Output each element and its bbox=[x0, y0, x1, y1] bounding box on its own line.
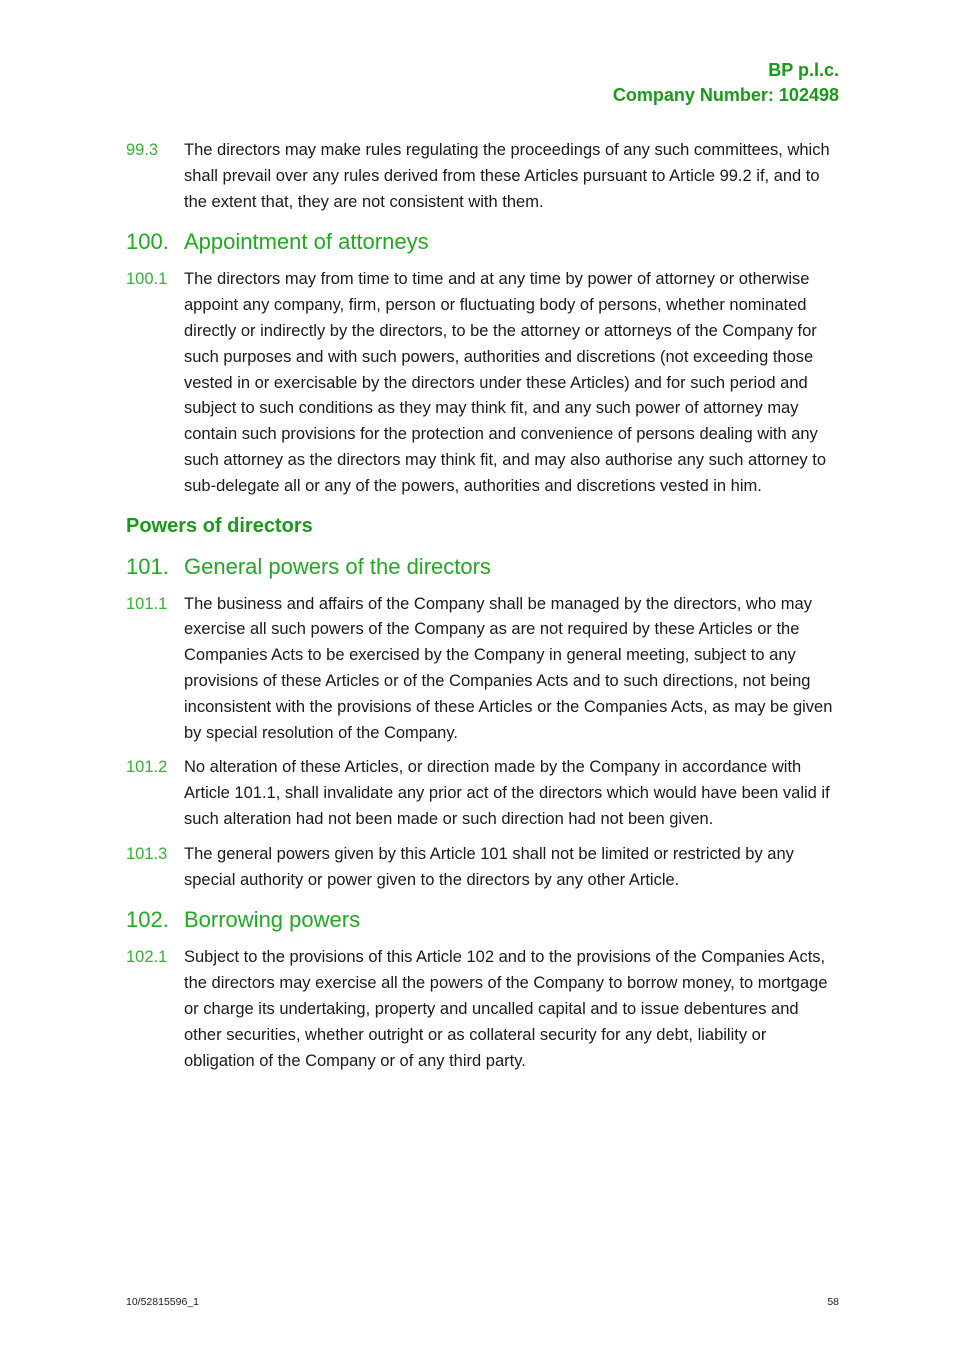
document-body bbox=[126, 138, 838, 1083]
article-number: 102. bbox=[126, 907, 169, 933]
document-reference: 10/52815596_1 bbox=[126, 1296, 199, 1308]
clause-text: The business and affairs of the Company shall be managed by the directors, who may exercise all such powers of the Company as are not required by these Articles or the Companies Acts to be exercised by the Company in general meeting, subject to any provisions of these Articles or of the Companies Acts and to such directions, not being inconsistent with the provisions of these Articles or the Companies Acts, as may be given by special resolution of the Company. bbox=[184, 594, 833, 742]
clause-number: 101.1 bbox=[126, 594, 168, 613]
page-number: 58 bbox=[827, 1296, 839, 1308]
article-number: 101. bbox=[126, 553, 169, 579]
clause-101-3 bbox=[126, 842, 838, 894]
clause-number: 101.2 bbox=[126, 758, 168, 777]
clause-99-3 bbox=[126, 138, 838, 215]
article-number: 100. bbox=[126, 229, 169, 255]
clause-102-1 bbox=[126, 945, 838, 1074]
clause-number: 102.1 bbox=[126, 948, 168, 967]
clause-text: No alteration of these Articles, or direction made by the Company in accordance with Article 101.1, shall invalidate any prior act of the directors which would have been valid if such alteration had not been made or such direction had not been given. bbox=[184, 758, 830, 828]
page-footer bbox=[126, 1296, 839, 1308]
clause-text: The directors may from time to time and at any time by power of attorney or otherwise appoint any company, firm, person or fluctuating body of persons, whether nominated directly or indirectly by the directors, to be the attorney or attorneys of the Company for such purposes and with such powers, authorities and discretions (not exceeding those vested in or exercisable by the directors under these Articles) and for such period and subject to such conditions as they may think fit, and any such power of attorney may contain such provisions for the protection and convenience of persons dealing with any such attorney as the directors may think fit, and may also authorise any such attorney to sub-delegate all or any of the powers, authorities and discretions vested in him. bbox=[184, 270, 826, 495]
clause-text: Subject to the provisions of this Article 102 and to the provisions of the Companies Acts, the directors may exercise all the powers of the Company to borrow money, to mortgage or charge its undertaking, property and uncalled capital and to issue debentures and other securities, whether outright or as collateral security for any debt, liability or obligation of the Company or of any third party. bbox=[184, 948, 828, 1070]
clause-number: 101.3 bbox=[126, 844, 168, 863]
clause-number: 100.1 bbox=[126, 270, 168, 289]
article-title: Appointment of attorneys bbox=[184, 229, 429, 255]
company-number: Company Number: 102498 bbox=[612, 85, 839, 105]
clause-101-2 bbox=[126, 755, 838, 832]
article-title: General powers of the directors bbox=[184, 553, 491, 579]
page-header bbox=[613, 58, 839, 108]
article-100-heading bbox=[126, 227, 838, 257]
article-title: Borrowing powers bbox=[184, 907, 361, 933]
clause-text: The directors may make rules regulating the proceedings of any such committees, which shall prevail over any rules derived from these Articles pursuant to Article 99.2 if, and to the extent that, they are not consistent with them. bbox=[184, 141, 830, 211]
clause-text: The general powers given by this Article 101 shall not be limited or restricted by any special authority or power given to the directors by any other Article. bbox=[184, 844, 794, 889]
article-102-heading bbox=[126, 905, 838, 935]
company-name: BP p.l.c. bbox=[768, 60, 839, 80]
article-101-heading bbox=[126, 552, 838, 582]
clause-101-1 bbox=[126, 592, 838, 747]
clause-100-1 bbox=[126, 267, 838, 499]
clause-number: 99.3 bbox=[126, 141, 159, 159]
section-heading: Powers of directors bbox=[126, 514, 313, 537]
